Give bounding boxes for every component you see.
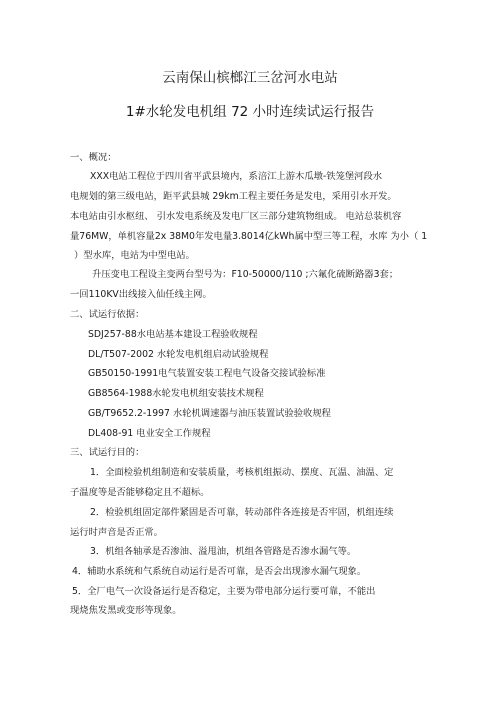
purpose-item: 3．机组各轴承是否渗油、溢甩油，机组各管路是否渗水漏气等。 bbox=[90, 546, 357, 557]
paragraph-line: 一回110KV出线接入仙任线主网。 bbox=[70, 289, 212, 300]
section-heading-overview: 一、概况： bbox=[70, 152, 117, 163]
purpose-item: 1．全面检验机组制造和安装质量，考核机组振动、摆度、瓦温、油温、定 bbox=[90, 467, 394, 478]
section-heading-basis: 二、试运行依据： bbox=[70, 309, 145, 320]
paragraph-line: ）型水库，电站为中型电站。 bbox=[74, 250, 195, 261]
standard-item: GB50150-1991电气装置安装工程电气设备交接试验标准 bbox=[88, 368, 326, 379]
purpose-item-cont: 现烧焦发黑或变形等现象。 bbox=[70, 605, 182, 616]
paragraph-line: XXX电站工程位于四川省平武县境内，系涪江上游木瓜墩-铁笼堡河段水 bbox=[90, 171, 383, 182]
standard-item: SDJ257-88水电站基本建设工程验收规程 bbox=[88, 329, 258, 340]
purpose-item-cont: 运行时声音是否正常。 bbox=[70, 527, 163, 538]
purpose-item: 2．检验机组固定部件紧固是否可靠，转动部件各连接是否牢固，机组连续 bbox=[90, 507, 394, 518]
standard-item: GB/T9652.2-1997 水轮机调速器与油压装置试验验收规程 bbox=[88, 408, 331, 419]
standard-item: DL/T507-2002 水轮发电机组启动试验规程 bbox=[88, 349, 269, 360]
purpose-item: 5．全厂电气一次设备运行是否稳定，主要为带电部分运行要可靠，不能出 bbox=[72, 586, 376, 597]
purpose-item: 4．辅助水系统和气系统自动运行是否可靠，是否会出现渗水漏气现象。 bbox=[72, 566, 367, 577]
section-heading-purpose: 三、试运行目的： bbox=[70, 447, 145, 458]
paragraph-line: 本电站由引水枢纽、 引水发电系统及发电厂区三部分建筑物组成。 电站总装机容 bbox=[70, 211, 402, 222]
paragraph-line: 电规划的第三级电站，距平武县城 29km工程主要任务是发电，采用引水开发。 bbox=[70, 191, 397, 202]
paragraph-line: 升压变电工程设主变两台型号为：F10-50000/110 ;六氟化硫断路器3套； bbox=[92, 269, 399, 280]
standard-item: GB8564-1988水轮发电机组安装技术规程 bbox=[88, 388, 264, 399]
purpose-item-cont: 子温度等是否能够稳定且不超标。 bbox=[70, 487, 210, 498]
doc-title-line-1: 云南保山槟榔江三岔河水电站 bbox=[162, 70, 338, 86]
paragraph-line: 量76MW，单机容量2x 38M0年发电量3.8014亿kWh属中型三等工程，水库 为小（ 1 bbox=[70, 231, 428, 242]
doc-title-line-2: 1#水轮发电机组 72 小时连续试运行报告 bbox=[125, 104, 375, 120]
standard-item: DL408-91 电业安全工作规程 bbox=[88, 428, 211, 439]
